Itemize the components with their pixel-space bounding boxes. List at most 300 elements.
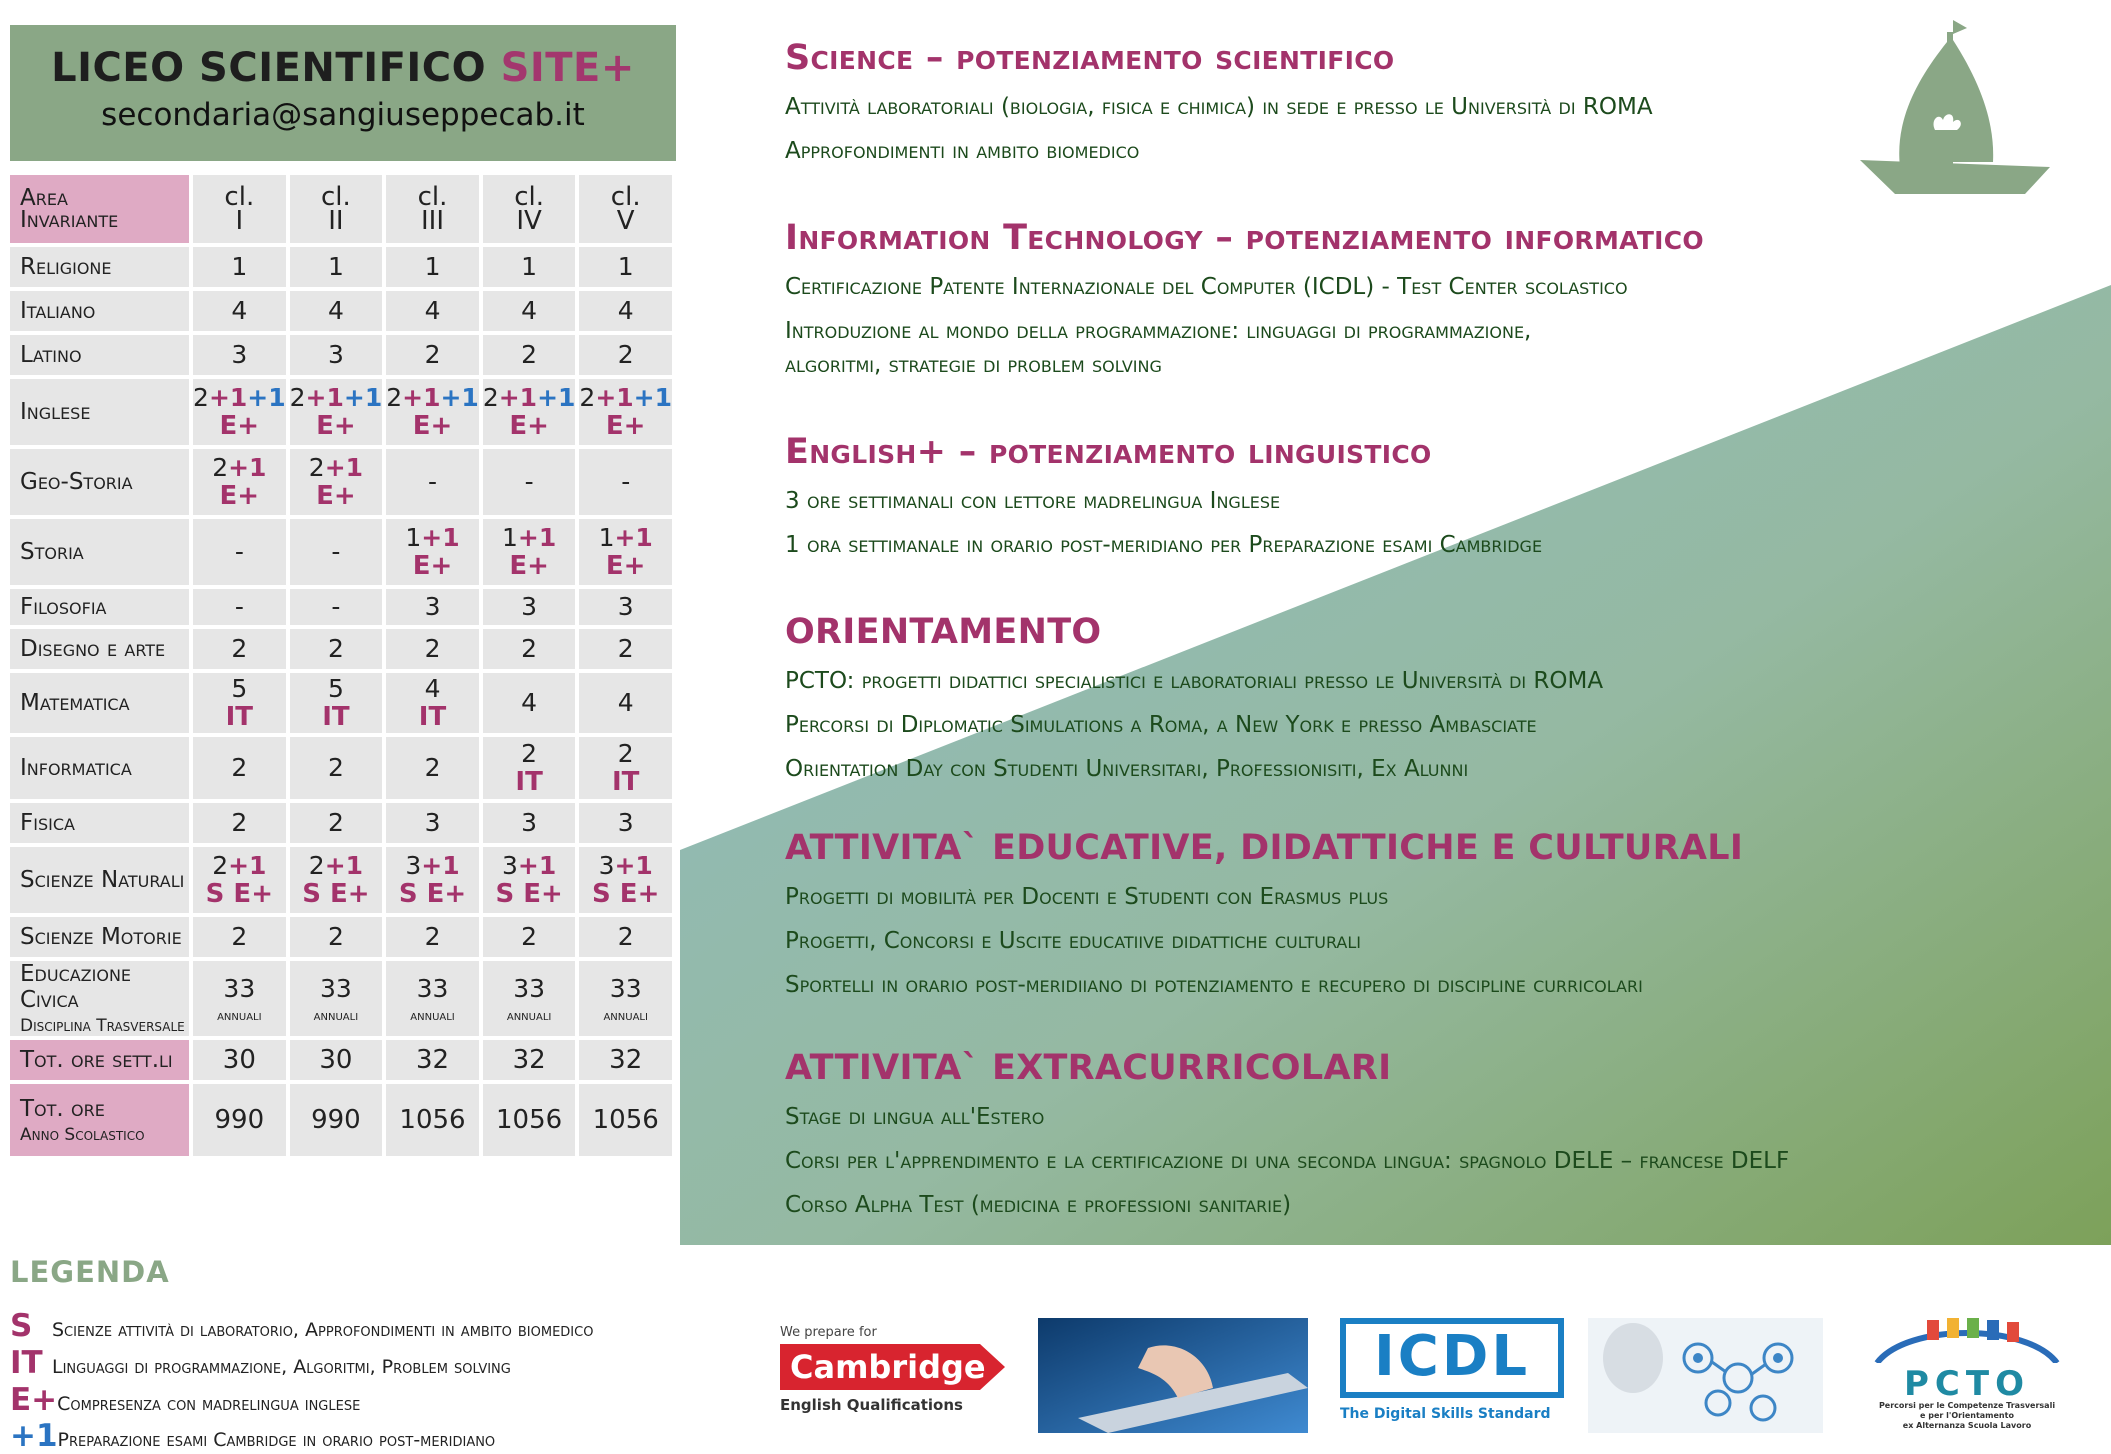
hours-cell (579, 1040, 672, 1080)
section-title: Science – potenziamento scientifico (785, 38, 1395, 78)
hours-cell (579, 961, 672, 1036)
section-line: Attività laboratoriali (biologia, fisica e chimica) in sede e presso le Università di ROMA (785, 94, 1653, 120)
hours-cell (483, 917, 576, 957)
hours-plus-se: +1 (498, 383, 538, 412)
section-title: ATTIVITA` EDUCATIVE, DIDATTICHE E CULTURALI (785, 828, 1744, 868)
hours-base: 2 (193, 383, 209, 412)
section-line: Progetti di mobilità per Docenti e Studenti con Erasmus plus (785, 884, 1389, 910)
hours-cell (193, 247, 286, 287)
hours-base: 4 (424, 674, 441, 703)
header-class-5 (579, 175, 672, 243)
subject-label: Tot. ore (20, 1095, 105, 1122)
subject-sublabel: Anno Scolastico (20, 1124, 145, 1145)
hours-value: 3 (327, 340, 344, 369)
subject-sublabel: Disciplina Trasversale (20, 1016, 185, 1036)
hours-cell (193, 519, 286, 585)
hours-cell (193, 291, 286, 331)
section-title: ATTIVITA` EXTRACURRICOLARI (785, 1048, 1392, 1088)
pcto-name: PCTO (1904, 1364, 2030, 1404)
hours-cell (193, 1040, 286, 1080)
hours-value: 3 (617, 808, 634, 837)
info-section (785, 432, 1542, 560)
hours-value: - (428, 467, 438, 496)
sailboat-logo-icon (1855, 12, 2055, 207)
hours-cell (386, 1040, 479, 1080)
hours-cell (386, 291, 479, 331)
legend-text: Preparazione esami Cambridge in orario post-meridiano (57, 1429, 496, 1451)
table-row (10, 335, 672, 375)
hours-value: 2 (617, 922, 634, 951)
hours-value: 2 (424, 340, 441, 369)
hours-value: 2 (521, 922, 538, 951)
hours-value: 990 (311, 1105, 361, 1135)
hours-plus-cambridge: +1 (343, 383, 383, 412)
hours-code: E+ (509, 411, 549, 441)
hours-value: 1056 (592, 1105, 659, 1135)
class-number: V (616, 206, 635, 236)
hours-value: 3 (231, 340, 248, 369)
class-number: IV (516, 206, 542, 236)
hours-code: S E+ (398, 879, 467, 909)
hours-code: IT (418, 702, 447, 732)
hours-cell (483, 589, 576, 625)
subject-label: Storia (20, 539, 84, 565)
section-title: Information Technology – potenziamento informatico (785, 218, 1704, 258)
subject-name (10, 847, 189, 913)
subject-label: Inglese (20, 399, 91, 425)
hours-value: - (331, 537, 341, 566)
hours-cell (386, 737, 479, 799)
hours-value: 3 (521, 808, 538, 837)
hours-cell (483, 803, 576, 843)
hours-value: 2 (424, 922, 441, 951)
hours-cell (579, 379, 672, 445)
table-row (10, 737, 672, 799)
hours-value: 3 (424, 592, 441, 621)
hours-cell (193, 673, 286, 733)
hours-value: 2 (231, 808, 248, 837)
table-row (10, 917, 672, 957)
hours-code: E+ (509, 551, 549, 581)
subject-name (10, 737, 189, 799)
hours-plus-se: +1 (324, 453, 364, 482)
hours-plus-cambridge: +1 (440, 383, 479, 412)
hours-value: 2 (521, 340, 538, 369)
hours-cell (579, 737, 672, 799)
section-line: Orientation Day con Studenti Universitari, Professionisiti, Ex Alunni (785, 756, 1469, 782)
hours-value: 2 (231, 753, 248, 782)
hours-value: 33 (609, 973, 642, 1003)
table-row (10, 1084, 672, 1156)
hours-value: 33 (416, 973, 449, 1003)
hours-cell (290, 449, 383, 515)
hours-cell (483, 335, 576, 375)
hours-base: 1 (598, 523, 615, 552)
hours-cell (193, 629, 286, 669)
hours-plus-se: +1 (517, 851, 557, 880)
hours-base: 2 (289, 383, 306, 412)
subject-name (10, 589, 189, 625)
info-section (785, 1048, 1789, 1220)
subject-label: Latino (20, 342, 82, 368)
hours-value: - (234, 537, 244, 566)
table-row (10, 247, 672, 287)
table-row (10, 673, 672, 733)
hours-note: annuali (313, 1007, 359, 1024)
legend-code: +1 (10, 1418, 58, 1454)
legend-item (10, 1345, 511, 1381)
hours-base: 5 (327, 674, 344, 703)
hours-value: 2 (327, 808, 344, 837)
medical-tech-photo-icon (1588, 1318, 1823, 1433)
subject-label: Disegno e arte (20, 636, 166, 662)
info-section (785, 218, 1704, 380)
icdl-name: ICDL (1373, 1324, 1531, 1389)
hours-cell (386, 247, 479, 287)
hours-value: 2 (617, 340, 634, 369)
hours-base: 2 (212, 851, 229, 880)
hours-code: S E+ (205, 879, 273, 909)
hours-cell (290, 737, 383, 799)
table-row (10, 1040, 672, 1080)
hours-value: - (524, 467, 534, 496)
hours-cell (193, 917, 286, 957)
cambridge-sub: English Qualifications (780, 1396, 963, 1414)
hours-value: 2 (521, 634, 538, 663)
table-row (10, 629, 672, 669)
hours-cell (483, 737, 576, 799)
header-class-3 (386, 175, 479, 243)
hours-plus-se: +1 (228, 453, 267, 482)
section-line: Approfondimenti in ambito biomedico (785, 138, 1140, 164)
hours-cell (483, 247, 576, 287)
hours-note: annuali (506, 1007, 552, 1024)
hours-base: 2 (308, 453, 325, 482)
hours-value: 2 (327, 922, 344, 951)
legend-code: E+ (10, 1382, 58, 1418)
class-number: I (235, 206, 244, 236)
hours-cell (483, 379, 576, 445)
hours-cell (579, 629, 672, 669)
hours-value: 32 (415, 1045, 450, 1075)
hours-cell (579, 519, 672, 585)
hours-note: annuali (603, 1007, 648, 1024)
pcto-logo (1862, 1318, 2072, 1433)
legend-text: Linguaggi di programmazione, Algoritmi, Problem solving (52, 1356, 511, 1378)
section-line: Percorsi di Diplomatic Simulations a Roma, a New York e presso Ambasciate (785, 712, 1537, 738)
hours-base: 3 (598, 851, 615, 880)
hours-cell (193, 847, 286, 913)
hours-cell (386, 961, 479, 1036)
table-row (10, 449, 672, 515)
hours-code: IT (225, 702, 254, 732)
hours-cell (579, 449, 672, 515)
class-number: III (421, 206, 445, 236)
subject-label: Scienze Motorie (20, 924, 182, 950)
subject-name (10, 247, 189, 287)
hours-value: 33 (320, 973, 352, 1003)
class-label: cl. (514, 182, 544, 212)
class-label: cl. (417, 182, 448, 212)
hours-base: 3 (501, 851, 518, 880)
hours-cell (579, 803, 672, 843)
hours-cell (386, 335, 479, 375)
table-row (10, 291, 672, 331)
cambridge-logo (780, 1325, 1010, 1425)
header-area-label: Area (20, 185, 68, 211)
hours-cell (386, 449, 479, 515)
subject-label: Scienze Naturali (20, 867, 185, 893)
legend-code: S (10, 1308, 33, 1344)
hours-value: 1 (617, 252, 634, 281)
hours-value: - (331, 592, 341, 621)
table-header-row (10, 175, 672, 243)
hours-cell (290, 803, 383, 843)
section-line: PCTO: progetti didattici specialistici e laboratoriali presso le Università di ROMA (785, 668, 1604, 694)
hours-value: 1 (521, 252, 538, 281)
info-section (785, 38, 1653, 166)
hours-plus-se: +1 (614, 523, 653, 552)
subject-name (10, 335, 189, 375)
section-title: English+ – potenziamento linguistico (785, 432, 1432, 472)
hours-code: E+ (316, 411, 356, 441)
hours-code: S E+ (592, 879, 660, 909)
hours-cell (579, 1084, 672, 1156)
hours-cell (193, 335, 286, 375)
subject-name (10, 803, 189, 843)
school-header (10, 25, 676, 161)
section-line: 3 ore settimanali con lettore madrelingua Inglese (785, 488, 1281, 514)
hours-cell (386, 803, 479, 843)
hours-plus-se: +1 (305, 383, 344, 412)
hours-cell (483, 1040, 576, 1080)
hours-code: S E+ (495, 879, 563, 909)
subject-name (10, 1040, 189, 1080)
subject-label: Italiano (20, 298, 96, 324)
hours-value: 4 (327, 296, 344, 325)
hours-base: 2 (617, 739, 634, 768)
hours-plus-se: +1 (421, 523, 460, 552)
hours-value: 2 (617, 634, 634, 663)
legend-item (10, 1382, 360, 1418)
hours-code: E+ (412, 551, 453, 581)
subject-name (10, 1084, 189, 1156)
class-label: cl. (224, 182, 255, 212)
subject-name (10, 629, 189, 669)
hours-code: E+ (316, 481, 356, 511)
subject-name (10, 961, 189, 1036)
hours-plus-cambridge: +1 (633, 383, 672, 412)
title-main: LICEO SCIENTIFICO (51, 45, 501, 91)
cambridge-name: Cambridge (790, 1348, 986, 1386)
subject-name (10, 291, 189, 331)
hours-value: 2 (231, 634, 248, 663)
section-title: ORIENTAMENTO (785, 612, 1102, 652)
hours-value: - (234, 592, 244, 621)
hours-base: 5 (231, 674, 248, 703)
school-title (10, 45, 676, 91)
hours-code: IT (515, 767, 543, 797)
section-line: Introduzione al mondo della programmazione: linguaggi di programmazione, (785, 318, 1532, 344)
subject-label: Informatica (20, 755, 132, 781)
hours-value: 4 (521, 296, 538, 325)
hours-cell (579, 247, 672, 287)
hours-cell (290, 673, 383, 733)
class-label: cl. (610, 182, 641, 212)
hours-code: IT (322, 702, 350, 732)
table-row (10, 379, 672, 445)
hours-plus-se: +1 (421, 851, 460, 880)
hours-value: 1 (327, 252, 344, 281)
hours-cell (386, 1084, 479, 1156)
hours-value: 4 (521, 688, 538, 717)
header-class-2 (290, 175, 383, 243)
section-line: algoritmi, strategie di problem solving (785, 352, 1162, 378)
hours-cell (579, 847, 672, 913)
hours-value: 2 (424, 634, 441, 663)
pcto-sub2: e per l'Orientamento (1920, 1411, 2014, 1420)
hours-code: E+ (219, 481, 260, 511)
table-row (10, 519, 672, 585)
legend-code: IT (10, 1345, 43, 1381)
hours-value: 2 (327, 634, 344, 663)
icdl-logo (1340, 1318, 1564, 1433)
hours-plus-cambridge: +1 (537, 383, 576, 412)
pcto-arc-icon (1867, 1318, 2067, 1363)
hours-cell (579, 291, 672, 331)
subject-name (10, 519, 189, 585)
hours-cell (483, 449, 576, 515)
hours-cell (290, 291, 383, 331)
hours-value: 32 (512, 1045, 546, 1075)
pcto-sub3: ex Alternanza Scuola Lavoro (1902, 1421, 2032, 1430)
header-area (10, 175, 189, 243)
hours-value: 1 (231, 252, 248, 281)
hours-cell (290, 589, 383, 625)
hours-note: annuali (410, 1007, 455, 1024)
hours-note: annuali (217, 1007, 262, 1024)
hours-cell (290, 519, 383, 585)
table-row (10, 589, 672, 625)
hours-value: 3 (617, 592, 634, 621)
subject-table (10, 175, 676, 1160)
hours-plus-cambridge: +1 (247, 383, 286, 412)
hours-value: 3 (521, 592, 538, 621)
info-section (785, 612, 1603, 784)
hours-value: 32 (609, 1045, 643, 1075)
hours-value: 1 (424, 252, 441, 281)
hours-code: IT (611, 767, 640, 797)
hours-cell (193, 803, 286, 843)
hours-value: 2 (231, 922, 248, 951)
hours-base: 2 (482, 383, 499, 412)
header-class-1 (193, 175, 286, 243)
subject-name (10, 917, 189, 957)
hours-value: 990 (214, 1105, 265, 1135)
hours-cell (193, 961, 286, 1036)
hours-base: 3 (405, 851, 422, 880)
hours-cell (290, 247, 383, 287)
hours-plus-se: +1 (228, 851, 267, 880)
section-line: Certificazione Patente Internazionale del Computer (ICDL) - Test Center scolastico (785, 274, 1628, 300)
subject-label: Fisica (20, 810, 75, 836)
school-email[interactable]: secondaria@sangiuseppecab.it (101, 97, 585, 133)
hours-base: 1 (405, 523, 422, 552)
hours-cell (290, 629, 383, 669)
hours-code: S E+ (302, 879, 370, 909)
hours-cell (290, 961, 383, 1036)
hours-value: 2 (327, 753, 344, 782)
hours-cell (483, 629, 576, 669)
section-line: Sportelli in orario post-meridiiano di potenziamento e recupero di discipline curricolari (785, 972, 1643, 998)
icdl-sub: The Digital Skills Standard (1340, 1406, 1551, 1422)
section-line: Progetti, Concorsi e Uscite educatiive didattiche culturali (785, 928, 1361, 954)
hours-value: 4 (617, 296, 634, 325)
class-number: II (328, 206, 344, 236)
hours-cell (290, 1040, 383, 1080)
hours-base: 2 (212, 453, 229, 482)
hours-cell (483, 291, 576, 331)
subject-label: Geo-Storia (20, 469, 133, 495)
hours-base: 2 (521, 739, 538, 768)
hours-value: 30 (222, 1045, 256, 1075)
legend-item (10, 1308, 593, 1344)
class-label: cl. (321, 182, 351, 212)
table-row (10, 961, 672, 1036)
hours-plus-se: +1 (324, 851, 364, 880)
header-area-label2: Invariante (20, 207, 119, 233)
hours-value: 4 (231, 296, 248, 325)
hours-cell (483, 519, 576, 585)
hours-base: 1 (501, 523, 518, 552)
hours-plus-se: +1 (517, 523, 557, 552)
hours-cell (193, 737, 286, 799)
subject-label: Filosofia (20, 594, 107, 620)
hours-cell (483, 1084, 576, 1156)
header-class-4 (483, 175, 576, 243)
hours-cell (386, 379, 479, 445)
hours-cell (386, 519, 479, 585)
subject-label: Matematica (20, 690, 130, 716)
section-line: 1 ora settimanale in orario post-meridiano per Preparazione esami Cambridge (785, 532, 1543, 558)
section-line: Corsi per l'apprendimento e la certificazione di una seconda lingua: spagnolo DELE – francese DELF (785, 1148, 1790, 1174)
hours-cell (193, 449, 286, 515)
hours-value: 1056 (399, 1105, 466, 1135)
legend-item (10, 1418, 495, 1454)
hours-plus-se: +1 (595, 383, 634, 412)
hours-cell (386, 629, 479, 669)
hours-code: E+ (605, 551, 646, 581)
hours-cell (290, 847, 383, 913)
hours-cell (579, 335, 672, 375)
hours-cell (483, 961, 576, 1036)
hours-cell (386, 673, 479, 733)
table-row (10, 847, 672, 913)
legend-title: LEGENDA (10, 1255, 170, 1289)
hours-value: 1056 (496, 1105, 563, 1135)
pcto-sub1: Percorsi per le Competenze Trasversali (1878, 1401, 2056, 1410)
subject-name (10, 449, 189, 515)
laptop-typing-photo-icon (1038, 1318, 1308, 1433)
hours-cell (579, 589, 672, 625)
subject-label: Tot. ore sett.li (20, 1047, 173, 1073)
hours-cell (386, 589, 479, 625)
hours-value: 2 (424, 753, 441, 782)
hours-base: 2 (308, 851, 325, 880)
hours-cell (579, 673, 672, 733)
section-line: Corso Alpha Test (medicina e professioni sanitarie) (785, 1192, 1292, 1218)
subject-name (10, 379, 189, 445)
